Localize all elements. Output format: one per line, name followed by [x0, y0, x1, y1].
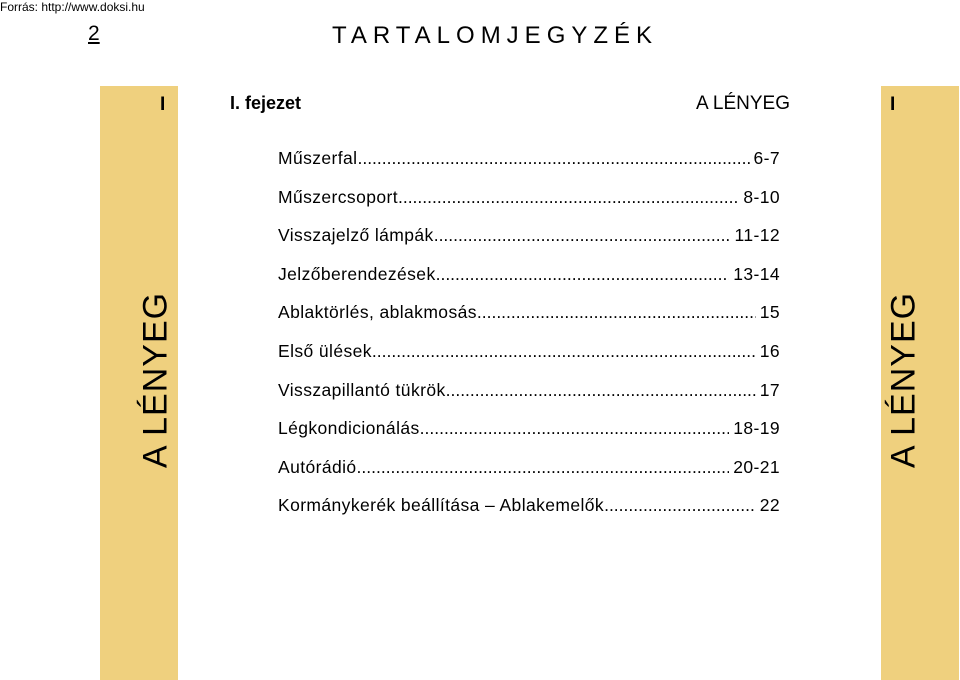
toc-entry-page: 17 [759, 379, 780, 400]
toc-entry-label: Ablaktörlés, ablakmosás [278, 302, 477, 323]
toc-entry-label: Jelzőberendezések [278, 263, 436, 284]
page-number: 2 [88, 22, 100, 45]
table-of-contents [278, 148, 780, 534]
toc-entry-page: 15 [759, 302, 780, 323]
toc-entry-muszercsoport[interactable] [278, 187, 780, 226]
toc-entry-muszerfal[interactable] [278, 148, 780, 187]
toc-entry-label: Első ülések [278, 340, 372, 361]
dot-leader [398, 187, 739, 208]
toc-entry-label: Visszapillantó tükrök [278, 379, 446, 400]
toc-entry-page: 18-19 [733, 418, 780, 439]
toc-entry-page: 13-14 [733, 263, 780, 284]
toc-entry-elso-ulesek[interactable] [278, 341, 780, 380]
dot-leader [436, 264, 730, 285]
toc-entry-autoradio[interactable] [278, 457, 780, 496]
toc-entry-label: Műszerfal [278, 148, 358, 168]
dot-leader [372, 341, 756, 362]
toc-entry-label: Visszajelző lámpák [278, 225, 434, 246]
dot-leader [357, 457, 730, 478]
toc-entry-page: 16 [759, 340, 780, 361]
chapter-label: I. fejezet [230, 93, 302, 113]
dot-leader [446, 380, 756, 401]
toc-entry-page: 6-7 [753, 148, 780, 168]
toc-entry-label: Légkondicionálás [278, 418, 420, 439]
toc-entry-jelzoberendezesek[interactable] [278, 264, 780, 303]
toc-entry-visszajelzo-lampak[interactable] [278, 225, 780, 264]
toc-entry-page: 22 [759, 495, 780, 516]
left-chapter-marker: I [160, 94, 166, 115]
toc-entry-ablaktorles[interactable] [278, 302, 780, 341]
dot-leader [477, 302, 756, 323]
dot-leader [357, 148, 749, 169]
toc-entry-label: Kormánykerék beállítása – Ablakemelők [278, 495, 605, 516]
toc-entry-label: Műszercsoport [278, 186, 398, 207]
right-sidebar-label: A LÉNYEG [884, 291, 923, 469]
toc-entry-legkondicionalas[interactable] [278, 418, 780, 457]
toc-entry-page: 20-21 [733, 456, 780, 477]
dot-leader [434, 225, 731, 246]
dot-leader [604, 495, 756, 516]
page-title: TARTALOMJEGYZÉK [332, 22, 659, 49]
toc-entry-page: 11-12 [734, 225, 780, 246]
toc-entry-kormanykerek[interactable] [278, 495, 780, 534]
right-chapter-marker: I [890, 94, 896, 115]
toc-entry-label: Autórádió [278, 456, 357, 477]
toc-entry-page: 8-10 [743, 186, 780, 207]
dot-leader [420, 418, 730, 439]
section-title: A LÉNYEG [696, 93, 790, 114]
source-note: Forrás: http://www.doksi.hu [0, 0, 145, 14]
left-sidebar-label: A LÉNYEG [136, 291, 175, 469]
toc-entry-visszapillanto-tukrok[interactable] [278, 380, 780, 419]
